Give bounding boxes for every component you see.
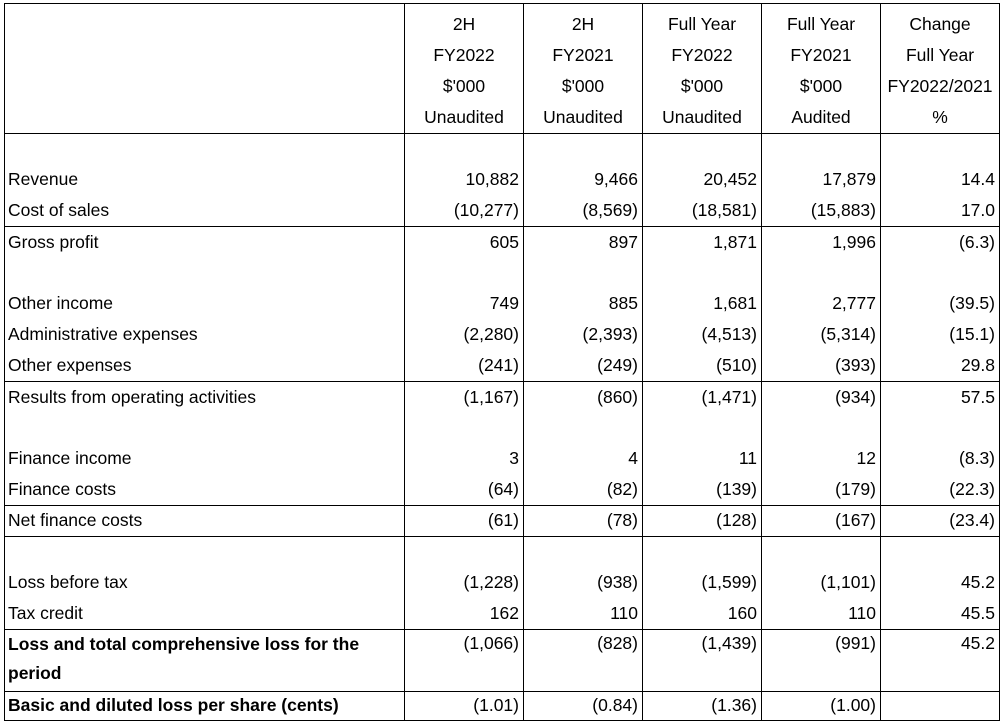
- row-finance-income: [5, 444, 1000, 475]
- table-cell: (1,101): [762, 568, 881, 599]
- table-cell: (241): [405, 351, 524, 382]
- header-line: $'000: [561, 76, 605, 96]
- table-cell: (2,280): [405, 320, 524, 351]
- table-cell: (1.01): [405, 692, 524, 721]
- header-line: FY2022: [433, 45, 495, 65]
- table-cell: 4: [524, 444, 643, 475]
- spacer-row: [5, 537, 1000, 568]
- table-cell: (934): [762, 382, 881, 413]
- row-loss-total: [5, 630, 1000, 692]
- table-cell: (2,393): [524, 320, 643, 351]
- row-cost-of-sales: [5, 196, 1000, 227]
- table-cell: (1,599): [643, 568, 762, 599]
- header-2h-fy2022: [405, 4, 524, 134]
- table-cell: (1,228): [405, 568, 524, 599]
- table-cell: 14.4: [881, 165, 1000, 196]
- header-label-cell: [5, 4, 405, 134]
- row-label: Other expenses: [5, 351, 405, 382]
- table-cell: (39.5): [881, 289, 1000, 320]
- row-net-finance-costs: [5, 506, 1000, 537]
- table-cell: 3: [405, 444, 524, 475]
- row-label: Loss and total comprehensive loss for the period: [5, 630, 405, 692]
- header-line: $'000: [442, 76, 486, 96]
- table-cell: (393): [762, 351, 881, 382]
- table-cell: (128): [643, 506, 762, 537]
- table-cell: (167): [762, 506, 881, 537]
- row-label: Net finance costs: [5, 506, 405, 537]
- table-cell: 12: [762, 444, 881, 475]
- spacer-row: [5, 134, 1000, 165]
- row-label: Gross profit: [5, 227, 405, 258]
- table-cell: (15,883): [762, 196, 881, 227]
- table-cell: 110: [524, 599, 643, 630]
- header-line: Unaudited: [424, 107, 504, 127]
- table-cell: (15.1): [881, 320, 1000, 351]
- header-line: Unaudited: [662, 107, 742, 127]
- table-cell: 57.5: [881, 382, 1000, 413]
- table-cell: (1,471): [643, 382, 762, 413]
- row-finance-costs: [5, 475, 1000, 506]
- table-cell: (78): [524, 506, 643, 537]
- header-line: FY2022/2021: [887, 76, 993, 96]
- row-loss-before-tax: [5, 568, 1000, 599]
- row-eps: [5, 692, 1000, 721]
- row-label: Cost of sales: [5, 196, 405, 227]
- table-cell: (1.00): [762, 692, 881, 721]
- table-cell: (0.84): [524, 692, 643, 721]
- row-other-expenses: [5, 351, 1000, 382]
- table-cell: (8,569): [524, 196, 643, 227]
- table-cell: (179): [762, 475, 881, 506]
- header-line: FY2021: [552, 45, 614, 65]
- table-cell: 749: [405, 289, 524, 320]
- header-change: [881, 4, 1000, 134]
- row-label: Loss before tax: [5, 568, 405, 599]
- table-cell: (64): [405, 475, 524, 506]
- header-fy-2022: [643, 4, 762, 134]
- row-label: Revenue: [5, 165, 405, 196]
- table-cell: (18,581): [643, 196, 762, 227]
- table-cell: 110: [762, 599, 881, 630]
- table-cell: 605: [405, 227, 524, 258]
- row-label: Other income: [5, 289, 405, 320]
- header-line: Full Year: [786, 14, 856, 34]
- spacer-row: [5, 258, 1000, 289]
- table-cell: (8.3): [881, 444, 1000, 475]
- table-cell: (828): [524, 630, 643, 692]
- header-line: $'000: [680, 76, 724, 96]
- header-line: FY2021: [790, 45, 852, 65]
- table-cell: (991): [762, 630, 881, 692]
- table-cell: 17,879: [762, 165, 881, 196]
- header-line: $'000: [799, 76, 843, 96]
- header-line: 2H: [452, 14, 476, 34]
- table-cell: 1,996: [762, 227, 881, 258]
- row-label: Finance income: [5, 444, 405, 475]
- income-statement-table: [4, 3, 1000, 721]
- table-cell: 20,452: [643, 165, 762, 196]
- header-line: %: [932, 107, 948, 127]
- table-cell: [881, 692, 1000, 721]
- table-cell: 11: [643, 444, 762, 475]
- table-cell: 9,466: [524, 165, 643, 196]
- table-cell: 10,882: [405, 165, 524, 196]
- header-fy-2021: [762, 4, 881, 134]
- table-cell: (510): [643, 351, 762, 382]
- row-label: Finance costs: [5, 475, 405, 506]
- table-cell: 17.0: [881, 196, 1000, 227]
- table-cell: (82): [524, 475, 643, 506]
- table-cell: 885: [524, 289, 643, 320]
- table-cell: (139): [643, 475, 762, 506]
- table-cell: (1,167): [405, 382, 524, 413]
- table-cell: 1,681: [643, 289, 762, 320]
- row-revenue: [5, 165, 1000, 196]
- table-cell: 45.5: [881, 599, 1000, 630]
- row-label: Tax credit: [5, 599, 405, 630]
- table-cell: (10,277): [405, 196, 524, 227]
- table-header-row: [5, 4, 1000, 134]
- table-cell: 29.8: [881, 351, 1000, 382]
- table-cell: 160: [643, 599, 762, 630]
- row-label: Administrative expenses: [5, 320, 405, 351]
- table-cell: (1,439): [643, 630, 762, 692]
- table-cell: (5,314): [762, 320, 881, 351]
- row-tax-credit: [5, 599, 1000, 630]
- table-cell: (1,066): [405, 630, 524, 692]
- row-admin-expenses: [5, 320, 1000, 351]
- row-results-operating: [5, 382, 1000, 413]
- row-other-income: [5, 289, 1000, 320]
- table-cell: 1,871: [643, 227, 762, 258]
- header-line: Full Year: [905, 45, 975, 65]
- row-label: Basic and diluted loss per share (cents): [5, 692, 405, 721]
- table-cell: (249): [524, 351, 643, 382]
- table-cell: 45.2: [881, 630, 1000, 692]
- header-line: FY2022: [671, 45, 733, 65]
- table-cell: 2,777: [762, 289, 881, 320]
- table-cell: 162: [405, 599, 524, 630]
- row-label: Results from operating activities: [5, 382, 405, 413]
- table-cell: (61): [405, 506, 524, 537]
- header-line: Full Year: [667, 14, 737, 34]
- row-gross-profit: [5, 227, 1000, 258]
- table-cell: 45.2: [881, 568, 1000, 599]
- spacer-row: [5, 413, 1000, 444]
- table-cell: (860): [524, 382, 643, 413]
- table-cell: 897: [524, 227, 643, 258]
- header-line: 2H: [571, 14, 595, 34]
- header-line: Audited: [791, 107, 851, 127]
- table-cell: (1.36): [643, 692, 762, 721]
- table-cell: (6.3): [881, 227, 1000, 258]
- table-cell: (22.3): [881, 475, 1000, 506]
- table-cell: (938): [524, 568, 643, 599]
- header-line: Change: [909, 14, 971, 34]
- header-2h-fy2021: [524, 4, 643, 134]
- table-cell: (23.4): [881, 506, 1000, 537]
- header-line: Unaudited: [543, 107, 623, 127]
- table-cell: (4,513): [643, 320, 762, 351]
